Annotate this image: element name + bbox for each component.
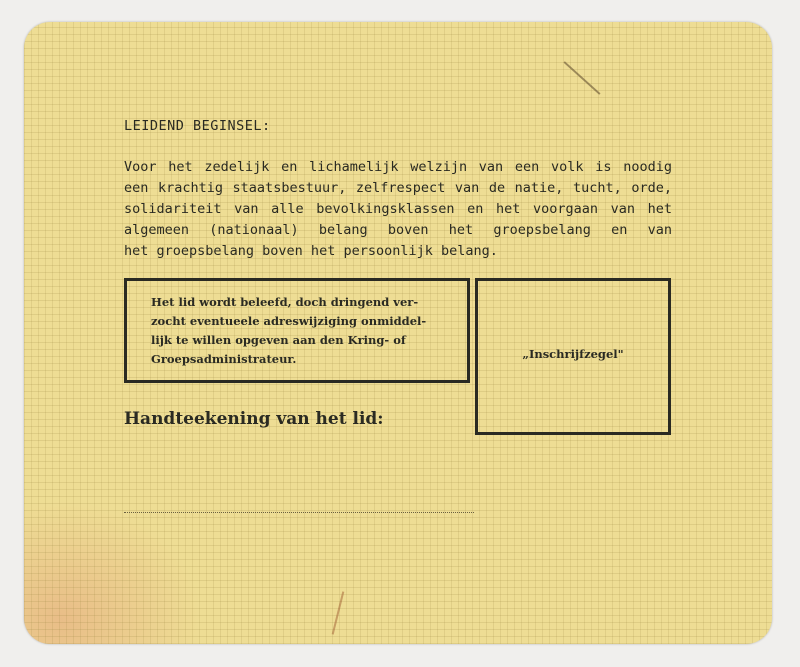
notice-line: zocht eventueele adreswijziging onmiddel- bbox=[151, 314, 427, 328]
principle-line: het groepsbelang boven het persoonlijk belang. bbox=[124, 243, 498, 259]
principle-line: algemeen (nationaal) belang boven het groepsbelang en van bbox=[124, 222, 672, 238]
principle-line: solidariteit van alle bevolkingsklassen en het voorgaan van het bbox=[124, 201, 672, 217]
membership-card-back bbox=[24, 22, 772, 644]
address-change-notice-box bbox=[124, 278, 470, 383]
principle-line: een krachtig staatsbestuur, zelfrespect van de natie, tucht, orde, bbox=[124, 180, 672, 196]
principle-line: Voor het zedelijk en lichamelijk welzijn van een volk is noodig bbox=[124, 159, 672, 175]
address-change-notice bbox=[151, 293, 455, 369]
pencil-mark bbox=[332, 591, 345, 634]
registration-stamp-box bbox=[475, 278, 671, 435]
signature-line bbox=[124, 512, 474, 513]
notice-line: Groepsadministrateur. bbox=[151, 352, 297, 366]
ink-stain bbox=[563, 61, 600, 95]
principle-text bbox=[124, 157, 672, 262]
notice-line: lijk te willen opgeven aan den Kring- of bbox=[151, 333, 406, 347]
heading-leidend-beginsel: LEIDEND BEGINSEL: bbox=[124, 118, 271, 134]
signature-label: Handteekening van het lid: bbox=[124, 409, 384, 429]
stamp-label: „Inschrijfzegel" bbox=[522, 347, 624, 361]
notice-line: Het lid wordt beleefd, doch dringend ver- bbox=[151, 295, 419, 309]
